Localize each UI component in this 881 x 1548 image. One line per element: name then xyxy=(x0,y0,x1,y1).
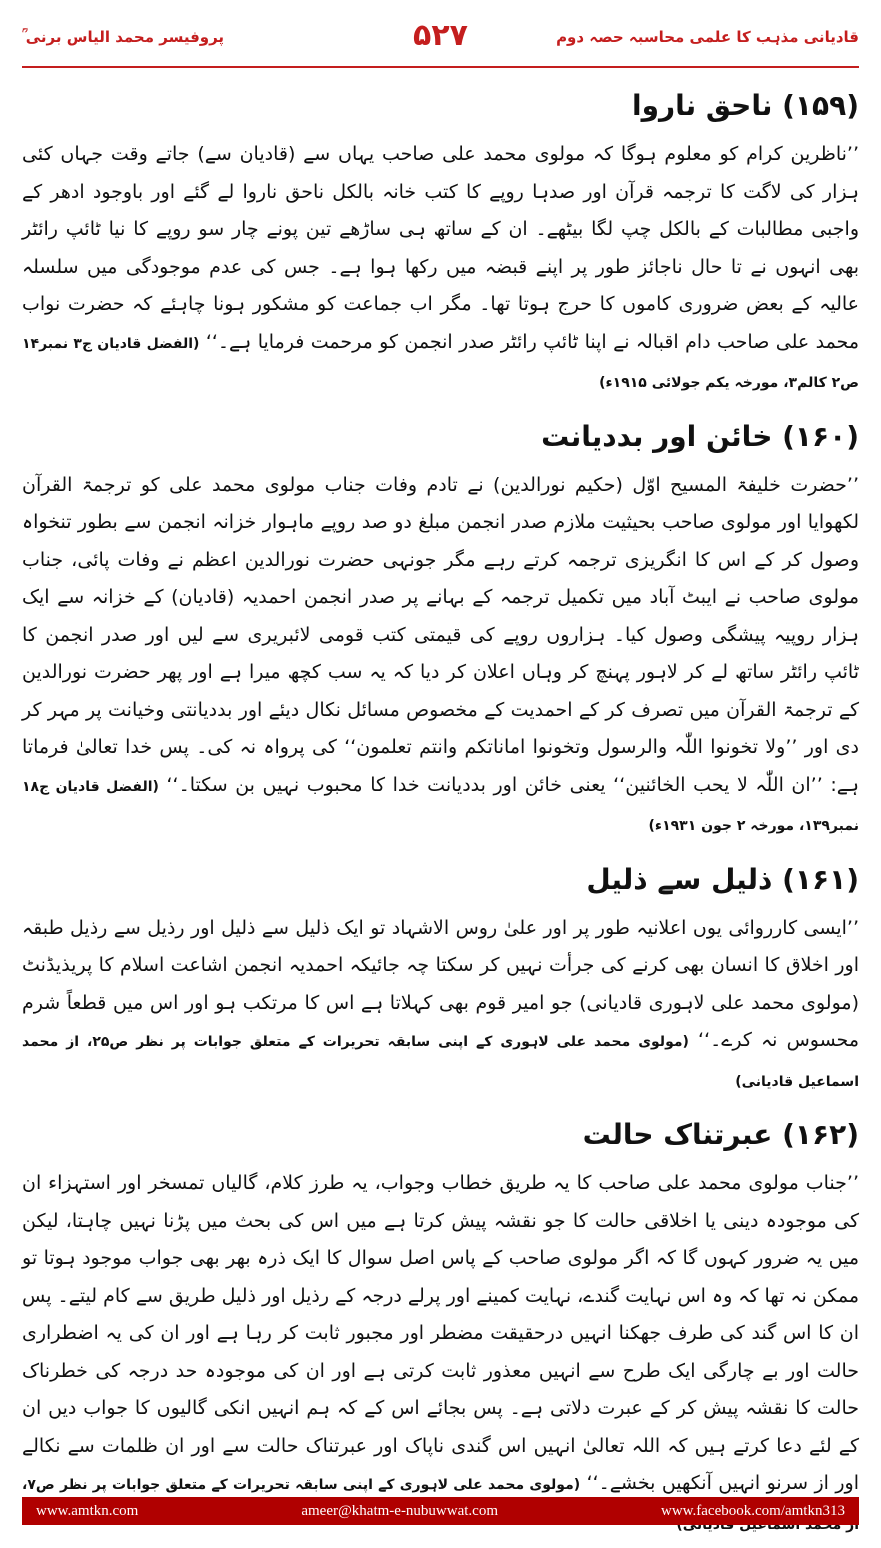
section-body: ’’حضرت خلیفۃ المسیح اوّل (حکیم نورالدین) نے تادم وفات جناب مولوی محمد علی کو ترجمۃ القرآن لکھوایا اور مولوی صاحب بحیثیت ملازم صدر انجمن مبلغ دو صد روپے ماہوار خزانہ انجمن سے بطور تنخواہ وصول کر کے اس کا انگریزی ترجمہ کرتے رہے مگر جونہی حضرت نورالدین اعظم نے وفات پائی، جناب مولوی صاحب نے ایبٹ آباد میں تکمیل ترجمہ کے بہانے پر صدر انجمن احمدیہ (قادیان) کے خزانہ سے ایک ہزار روپیہ پیشگی وصول کیا۔ ہزاروں روپے کی قیمتی کتب قومی لائبریری سے لیں اور صدر انجمن کا ٹائپ رائٹر ساتھ لے کر لاہور پہنچ کر وہاں اعلان کر دیا کہ یہ سب کچھ میرا ہے اور پھر حضرت نورالدین کے ترجمۃ القرآن میں تصرف کر کے احمدیت کے مخصوص مسائل نکال دیئے اور بددیانتی وخیانت پر مہر کر دی اور ’’ولا تخونوا اللّٰہ والرسول وتخونوا اماناتکم وانتم تعلمون‘‘ کی پرواہ نہ کی۔ پس خدا تعالیٰ فرماتا ہے: ’’ان اللّٰہ لا یحب الخائنین‘‘ یعنی خائن اور بددیانت خدا کا محبوب نہیں بن سکتا۔‘‘ xyxy=(22,473,859,796)
section-body: ’’ایسی کارروائی یوں اعلانیہ طور پر اور علیٰ روس الاشہاد تو ایک ذلیل سے ذلیل اور رذیل سے رذیل طبقہ اور اخلاق کا انسان بھی کرنے کی جرأت نہیں کر سکتا چہ جائیکہ احمدیہ انجمن اشاعت اسلام کا پریذیڈنٹ (مولوی محمد علی لاہوری قادیانی) جو امیر قوم بھی کہلاتا ہے اس کا مرتکب ہو اور اس میں قطعاً شرم محسوس نہ کرے۔‘‘ xyxy=(22,916,859,1051)
header-divider xyxy=(22,66,859,68)
section-body: ’’جناب مولوی محمد علی صاحب کا یہ طریق خطاب وجواب، یہ طرز کلام، گالیاں تمسخر اور استہزاء ان کی موجودہ دینی یا اخلاقی حالت کا جو نقشہ پیش کرتا ہے میں اس کی بحث میں پڑنا نہیں چاہتا، لیکن میں یہ ضرور کہوں گا کہ اگر مولوی صاحب کے پاس اصل سوال کا ایک ذرہ بھر بھی جواب موجود ہوتا تو ممکن نہ تھا کہ وہ اس نہایت گندے، نہایت کمینے اور پرلے درجہ کے رذیل اور ذلیل طریق سے کام لیتے۔ پس ان کا اس گند کی طرف جھکنا انہیں درحقیقت مضطر اور مجبور ثابت کر رہا ہے اور ان کی یہ اضطراری حالت اور بے چارگی ایک طرح سے انہیں معذور ثابت کرتی ہے اور ان کی موجودہ حد درجہ کی خطرناک حالت کا نقشہ پیش کر کے عبرت دلاتی ہے۔ پس بجائے اس کے کہ ہم انہیں انکی گالیوں کا جواب دیں ان کے لئے دعا کرتے ہیں کہ اللہ تعالیٰ انہیں اس گندی ناپاک اور عبرتناک حالت سے اور ان ظلمات سے نکالے اور از سرنو انہیں آنکھیں بخشے۔‘‘ xyxy=(22,1172,860,1494)
section-title: (۱۶۱) ذلیل سے ذلیل xyxy=(586,862,859,896)
section-title: (۱۶۲) عبرتناک حالت xyxy=(582,1118,859,1151)
footer-facebook-link[interactable]: www.facebook.com/amtkn313 xyxy=(661,1502,845,1519)
footer-email-link[interactable]: ameer@khatm-e-nubuwwat.com xyxy=(301,1502,498,1519)
section-160 xyxy=(22,407,859,846)
page-content xyxy=(22,76,859,1548)
section-159 xyxy=(22,76,859,403)
book-title: قادیانی مذہب کا علمی محاسبہ حصہ دوم xyxy=(556,28,859,46)
section-text xyxy=(22,1165,859,1544)
reference: (الفضل قادیان ج۱۸ نمبر۱۳۹، مورخہ ۲ جون ۱۹۳۱ء) xyxy=(22,778,859,834)
section-text xyxy=(22,136,859,403)
section-text xyxy=(22,910,859,1102)
section-body: ’’ناظرین کرام کو معلوم ہوگا کہ مولوی محمد علی صاحب یہاں سے (قادیان سے) جاتے وقت جہاں کئی ہزار کی لاگت کا ترجمہ قرآن اور صدہا روپے کا کتب خانہ بالکل ناحق ناروا لے گئے اور باوجود ادھر کے واجبی مطالبات کے بالکل چپ لگا بیٹھے۔ ان کے ساتھ ہی ساڑھے تین پونے چار سو روپے کا نیا ٹائپ رائٹر بھی انہوں نے تا حال ناجائز طور پر اپنے قبضہ میں رکھا ہوا ہے۔ جس کی عدم موجودگی میں سلسلہ عالیہ کے بعض ضروری کاموں کا حرج ہوتا تھا۔ مگر اب جماعت کو مشکور ہونا چاہئے کہ حضرت نواب محمد علی صاحب دام اقبالہ نے اپنا ٹائپ رائٹر صدر انجمن کو مرحمت فرمایا ہے۔‘‘ xyxy=(22,143,859,353)
footer-bar xyxy=(22,1497,859,1525)
reference: (الفضل قادیان ج۳ نمبر۱۴ ص۲ کالم۳، مورخہ یکم جولائی ۱۹۱۵ء) xyxy=(22,335,859,391)
section-161 xyxy=(22,850,859,1102)
footer-website-link[interactable]: www.amtkn.com xyxy=(36,1502,139,1519)
section-162 xyxy=(22,1105,859,1544)
page-header xyxy=(22,18,859,58)
reference: (مولوی محمد علی لاہوری کے اپنی سابقہ تحریرات کے متعلق جوابات پر نظر ص۷، xyxy=(22,1477,581,1493)
section-title: (۱۵۹) ناحق ناروا xyxy=(632,89,859,122)
reference: (مولوی محمد علی لاہوری کے اپنی سابقہ تحریرات کے متعلق جوابات پر نظر ص۲۵، از محمد اسماعیل قادیانی) xyxy=(22,1034,859,1090)
author-name: پروفیسر محمد الیاس برنی ؒ xyxy=(22,28,225,46)
section-text xyxy=(22,467,859,846)
page-number: ۵۲۷ xyxy=(413,18,468,53)
section-title: (۱۶۰) خائن اور بددیانت xyxy=(541,419,859,453)
